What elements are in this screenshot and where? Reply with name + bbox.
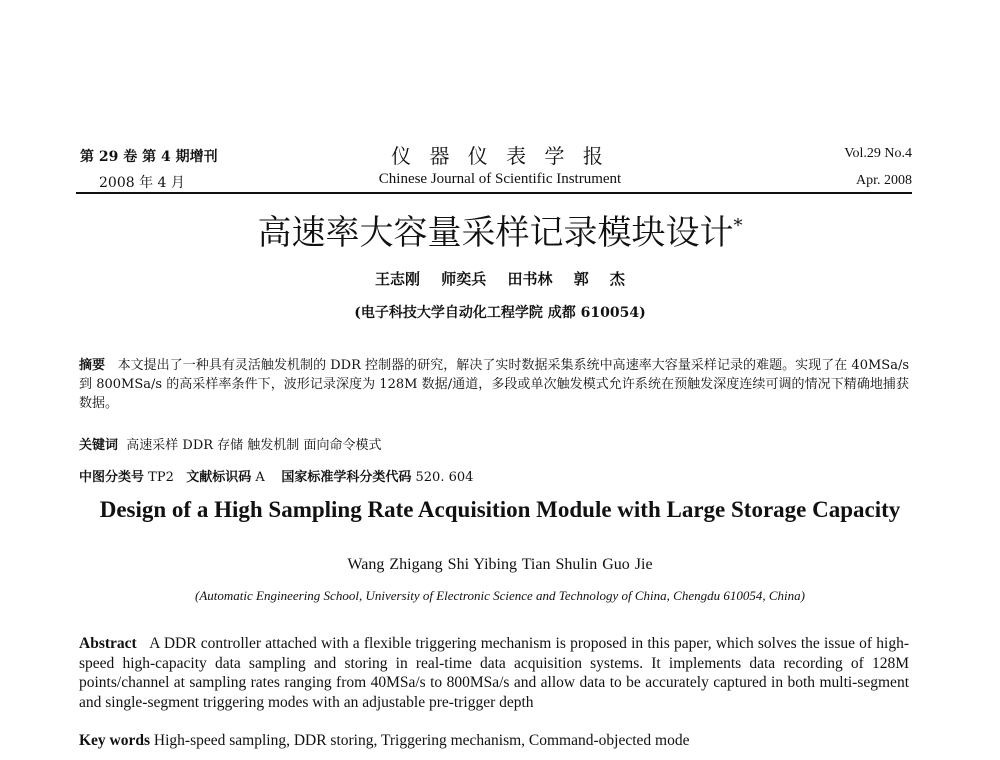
authors-en: Wang Zhigang Shi Yibing Tian Shulin Guo Jie: [347, 556, 653, 573]
std-code-value: 520. 604: [415, 470, 474, 485]
abstract-en: [79, 634, 909, 712]
keywords-cn-label: 关键词: [79, 438, 119, 453]
journal-name-en: Chinese Journal of Scientific Instrument: [378, 171, 622, 187]
classification-cn: [79, 466, 473, 485]
header-date-cn: 2008 年 4 月: [99, 175, 185, 191]
abstract-cn-text: 本文提出了一种具有灵活触发机制的 DDR 控制器的研究，解决了实时数据采集系统中高速率大容量采样记录的难题。实现了在 40MSa/s 到 800MSa/s 的高采样率条件下，波形记录深度为 128M 数据/通道，多段或单次触发模式允许系统在预触发深度连续可调的情况下精确地捕获数据。: [79, 358, 909, 411]
paper-title-en: Design of a High Sampling Rate Acquisition Module with Large Storage Capacity: [99, 497, 901, 522]
keywords-en-text: High-speed sampling, DDR storing, Triggering mechanism, Command-objected mode: [153, 732, 690, 749]
abstract-en-text: A DDR controller attached with a flexible triggering mechanism is proposed in this paper, which solves the issue of high-speed high-capacity data sampling and storing in real-time data acquisition systems. It implements data recording of 128M points/channel at sampling rates ranging from 40MSa/s to 800MSa/s and allow data to be accurately captured in both multi-segment and single-segment triggering modes with an adjustable pre-trigger depth: [79, 635, 910, 711]
keywords-en: [79, 732, 689, 750]
doc-code-label: 文献标识码: [186, 470, 252, 485]
header-rule: [76, 192, 912, 194]
keywords-cn: [79, 434, 381, 453]
clc-value: TP2: [148, 470, 174, 485]
keywords-en-label: Key words: [79, 732, 151, 749]
affiliation-cn: (电子科技大学自动化工程学院 成都 610054): [354, 305, 646, 321]
paper-title-cn: [0, 205, 1000, 254]
header-volume-cn: 第 29 卷 第 4 期增刊: [80, 149, 218, 165]
clc-label: 中图分类号: [79, 470, 145, 485]
journal-name-cn: 仪 器 仪 表 学 报: [391, 144, 609, 168]
doc-code-value: A: [255, 470, 265, 485]
paper-title-cn-text: 高速率大容量采样记录模块设计: [257, 213, 734, 253]
keywords-cn-text: 高速采样 DDR 存储 触发机制 面向命令模式: [126, 438, 382, 453]
std-code-label: 国家标准学科分类代码: [281, 470, 412, 485]
footnote-mark: *: [733, 215, 743, 237]
authors-cn: 王志刚 师奕兵 田书林 郭 杰: [375, 270, 625, 288]
affiliation-en: (Automatic Engineering School, University of Electronic Science and Technology of China, Chengdu 610054, China): [195, 588, 805, 603]
header-date-en: Apr. 2008: [856, 173, 912, 188]
header-volume-en: Vol.29 No.4: [844, 146, 912, 161]
abstract-en-label: Abstract: [79, 635, 137, 652]
abstract-cn-label: 摘要: [79, 358, 106, 373]
abstract-cn: [79, 356, 909, 413]
